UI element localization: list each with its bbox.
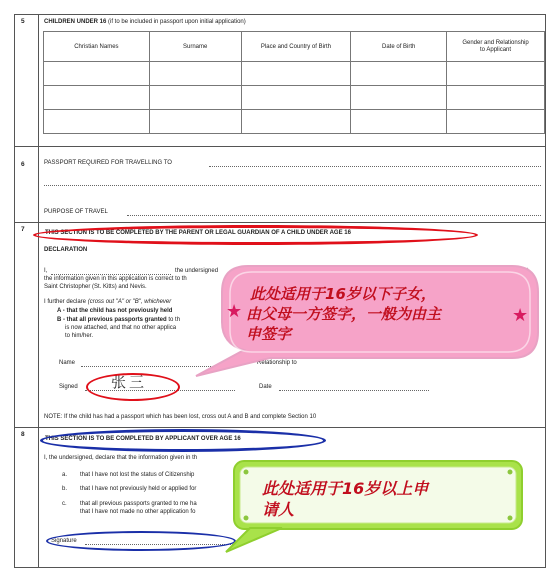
section-number: 7 bbox=[15, 223, 39, 427]
column-header: Place and Country of Birth bbox=[241, 32, 351, 62]
item-a-text: that I have not lost the status of Citizenship bbox=[80, 472, 195, 478]
section-8-title: THIS SECTION IS TO BE COMPLETED BY APPLICANT OVER AGE 16 bbox=[45, 436, 241, 442]
item-c-letter: c. bbox=[62, 501, 67, 507]
purpose-of-travel-label: PURPOSE OF TRAVEL bbox=[44, 209, 108, 215]
declaration-line-3: Saint Christopher (St. Kitts) and Nevis. bbox=[44, 284, 147, 290]
further-declare-note: (cross out "A" or "B", whichever bbox=[87, 299, 172, 305]
item-c-text-2: that I have not made no other application fo bbox=[80, 509, 196, 515]
column-header: Surname bbox=[149, 32, 241, 62]
declaration-heading: DECLARATION bbox=[44, 247, 88, 253]
option-a: A - that the child has not previously held bbox=[57, 308, 173, 314]
signature-label: Signature bbox=[51, 538, 77, 544]
item-a-letter: a. bbox=[62, 472, 68, 478]
name-label: Name bbox=[59, 360, 76, 366]
passport-required-label: PASSPORT REQUIRED FOR TRAVELLING TO bbox=[44, 160, 172, 166]
section-8-intro: I, the undersigned, declare that the information given in th bbox=[44, 455, 198, 461]
pink-callout-line-2: 由父母一方签字，一般为由主 bbox=[246, 305, 442, 323]
pink-callout-line-1: 此处适用于16岁以下子女， bbox=[250, 285, 436, 303]
section-5-title-note: (if to be included in passport upon initial application) bbox=[108, 19, 246, 25]
declaration-i: I, bbox=[44, 268, 48, 274]
pink-callout-line-3: 申签字 bbox=[246, 325, 292, 343]
section-number: 6 bbox=[15, 147, 39, 222]
section-number: 5 bbox=[15, 15, 39, 146]
column-header: Gender and Relationship to Applicant bbox=[447, 32, 545, 62]
item-b-text: that I have not previously held or applied for bbox=[80, 486, 197, 492]
signed-label: Signed bbox=[59, 384, 78, 390]
section-7-title: THIS SECTION IS TO BE COMPLETED BY THE PARENT OR LEGAL GUARDIAN OF A CHILD UNDER AGE 16 bbox=[45, 230, 351, 236]
green-callout-text bbox=[262, 478, 428, 520]
section-number: 8 bbox=[15, 428, 39, 567]
option-b-line-3: to him/her. bbox=[65, 333, 94, 339]
option-b-line-2: is now attached, and that no other applica bbox=[65, 325, 177, 331]
declaration-undersigned: the undersigned bbox=[175, 268, 219, 274]
relationship-label: Relationship to bbox=[257, 360, 297, 366]
declaration-line-2: the information given in this application is correct to th bbox=[44, 276, 187, 282]
further-declare-text: I further declare bbox=[44, 299, 87, 305]
section-5-title: CHILDREN UNDER 16 bbox=[44, 19, 107, 25]
green-callout-line-2: 请人 bbox=[262, 500, 295, 519]
option-b-tail: to th bbox=[168, 317, 181, 323]
column-header: Date of Birth bbox=[351, 32, 447, 62]
item-b-letter: b. bbox=[62, 486, 68, 492]
column-header: Christian Names bbox=[44, 32, 150, 62]
handwritten-signature: 张三 bbox=[111, 373, 148, 391]
section-7-note: NOTE: If the child has had a passport which has been lost, cross out A and B and complete Section 10 bbox=[44, 414, 317, 420]
green-callout-line-1: 此处适用于16岁以上申 bbox=[262, 479, 429, 498]
svg-text:★: ★ bbox=[512, 305, 529, 326]
pink-callout-text bbox=[246, 284, 441, 344]
option-b-text: B - that all previous passports granted bbox=[57, 317, 167, 323]
svg-text:★: ★ bbox=[226, 301, 243, 322]
date-label: Date bbox=[259, 384, 272, 390]
item-c-text-1: that all previous passports granted to me ha bbox=[80, 501, 197, 507]
